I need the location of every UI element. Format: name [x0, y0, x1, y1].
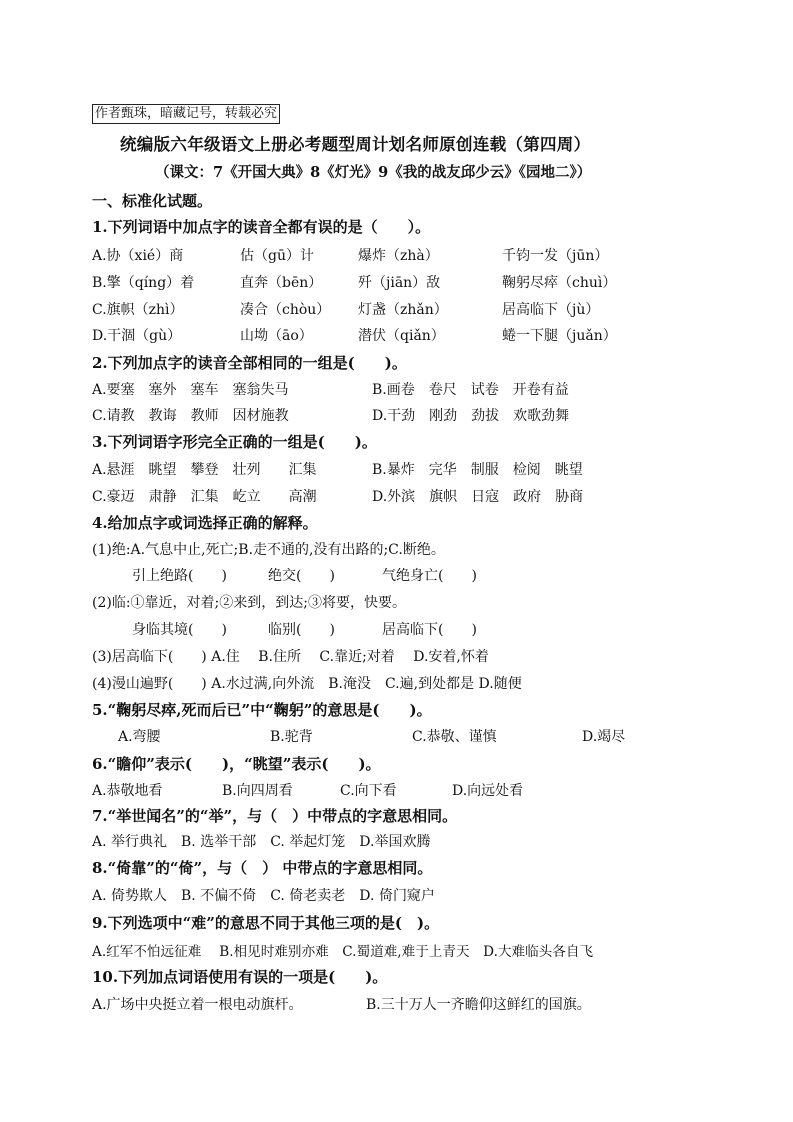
- q1-option: C.旗帜（zhì）: [92, 302, 184, 318]
- q1-option: D.干涸（gù）: [92, 328, 182, 344]
- q3-option: A.悬涯 眺望 攀登 壮列 汇集: [92, 462, 317, 478]
- question-8-stem: 8.“倚靠”的“倚”，与（ ） 中带点的字意思相同。: [92, 859, 433, 877]
- q4-item: 居高临下( ): [382, 622, 477, 638]
- question-9-stem: 9.下列选项中“难”的意思不同于其他三项的是( )。: [92, 914, 440, 932]
- q8-options: A. 倚势欺人 B. 不偏不倚 C. 倚老卖老 D. 倚门窥户: [92, 888, 435, 904]
- q4-item: 绝交( ): [268, 568, 335, 584]
- question-4-stem: 4.给加点字或词选择正确的解释。: [92, 514, 318, 532]
- q6-option: D.向远处看: [452, 783, 524, 799]
- q3-option: C.豪迈 肃静 汇集 屹立 高潮: [92, 489, 317, 505]
- page-title: 统编版六年级语文上册必考题型周计划名师原创连载（第四周）: [120, 135, 591, 154]
- page-subtitle: （课文：7《开国大典》8《灯光》9《我的战友邱少云》《园地二》）: [155, 164, 592, 181]
- q4-part-3: (3)居高临下( ) A.住 B.住所 C.靠近;对着 D.安着,怀着: [92, 649, 489, 665]
- q7-options: A. 举行典礼 B. 选举干部 C. 举起灯笼 D.举国欢腾: [92, 834, 431, 850]
- q10-option: B.三十万人一齐瞻仰这鲜红的国旗。: [366, 997, 591, 1013]
- q2-option: D.干劲 刚劲 劲拔 欢歌劲舞: [372, 408, 570, 424]
- question-5-stem: 5.“鞠躬尽瘁,死而后已”中“鞠躬”的意思是( )。: [92, 701, 432, 719]
- q1-option: 灯盏（zhǎn）: [358, 302, 448, 318]
- question-1-stem: 1.下列词语中加点字的读音全都有误的是（ ）。: [92, 218, 431, 236]
- q5-option: B.驼背: [270, 729, 313, 745]
- q1-option: B.擎（qíng）着: [92, 275, 195, 291]
- q1-option: 凑合（chòu）: [240, 302, 331, 318]
- q2-option: B.画卷 卷尺 试卷 开卷有益: [372, 382, 569, 398]
- q1-option: 直奔（bēn）: [240, 275, 323, 291]
- q4-part-2: (2)临:①靠近，对着;②来到，到达;③将要，快要。: [92, 595, 406, 611]
- question-3-stem: 3.下列词语字形完全正确的一组是( )。: [92, 433, 377, 451]
- question-6-stem: 6.“瞻仰”表示( )，“眺望”表示( )。: [92, 755, 381, 773]
- q5-option: C.恭敬、谨慎: [412, 729, 497, 745]
- q1-option: 估（gū）计: [240, 248, 314, 264]
- q4-part-4: (4)漫山遍野( ) A.水过满,向外流 B.淹没 C.遍,到处都是 D.随便: [92, 676, 522, 692]
- question-7-stem: 7.“举世闻名”的“举”，与（ ）中带点的字意思相同。: [92, 807, 458, 825]
- q1-option: 居高临下（jù）: [502, 302, 600, 318]
- q1-option: 歼（jiān）敌: [358, 275, 441, 291]
- q4-item: 身临其境( ): [132, 622, 227, 638]
- question-10-stem: 10.下列加点词语使用有误的一项是( )。: [92, 968, 388, 986]
- q4-item: 气绝身亡( ): [382, 568, 477, 584]
- q3-option: B.暴炸 完华 制服 检阅 眺望: [372, 462, 583, 478]
- q1-option: 山坳（āo）: [240, 328, 313, 344]
- q3-option: D.外滨 旗帜 日寇 政府 胁商: [372, 489, 584, 505]
- q10-option: A.广场中央挺立着一根电动旗杆。: [92, 997, 303, 1013]
- copyright-notice: 作者甄珠，暗藏记号，转载必究: [92, 104, 280, 124]
- q5-option: A.弯腰: [118, 729, 161, 745]
- q1-option: 蜷一下腿（juǎn）: [502, 328, 617, 344]
- q1-option: 潜伏（qiǎn）: [358, 328, 445, 344]
- q2-option: C.请教 教诲 教师 因材施教: [92, 408, 289, 424]
- q5-option: D.竭尽: [582, 729, 626, 745]
- section-heading: 一、标准化试题。: [92, 192, 213, 210]
- q9-options: A.红军不怕远征难 B.相见时难别亦难 C.蜀道难,难于上青天 D.大难临头各自飞: [92, 944, 594, 960]
- q4-item: 引上绝路( ): [132, 568, 227, 584]
- q6-option: A.恭敬地看: [92, 783, 163, 799]
- question-2-stem: 2.下列加点字的读音全部相同的一组是( )。: [92, 354, 407, 372]
- q1-option: A.协（xié）商: [92, 248, 184, 264]
- q4-part-1: (1)绝:A.气息中止,死亡;B.走不通的,没有出路的;C.断绝。: [92, 542, 445, 558]
- q1-option: 鞠躬尽瘁（chuì）: [502, 275, 617, 291]
- q1-option: 爆炸（zhà）: [358, 248, 439, 264]
- q4-item: 临别( ): [268, 622, 335, 638]
- q6-option: C.向下看: [340, 783, 397, 799]
- q6-option: B.向四周看: [222, 783, 293, 799]
- q1-option: 千钧一发（jūn）: [502, 248, 609, 264]
- q2-option: A.要塞 塞外 塞车 塞翁失马: [92, 382, 289, 398]
